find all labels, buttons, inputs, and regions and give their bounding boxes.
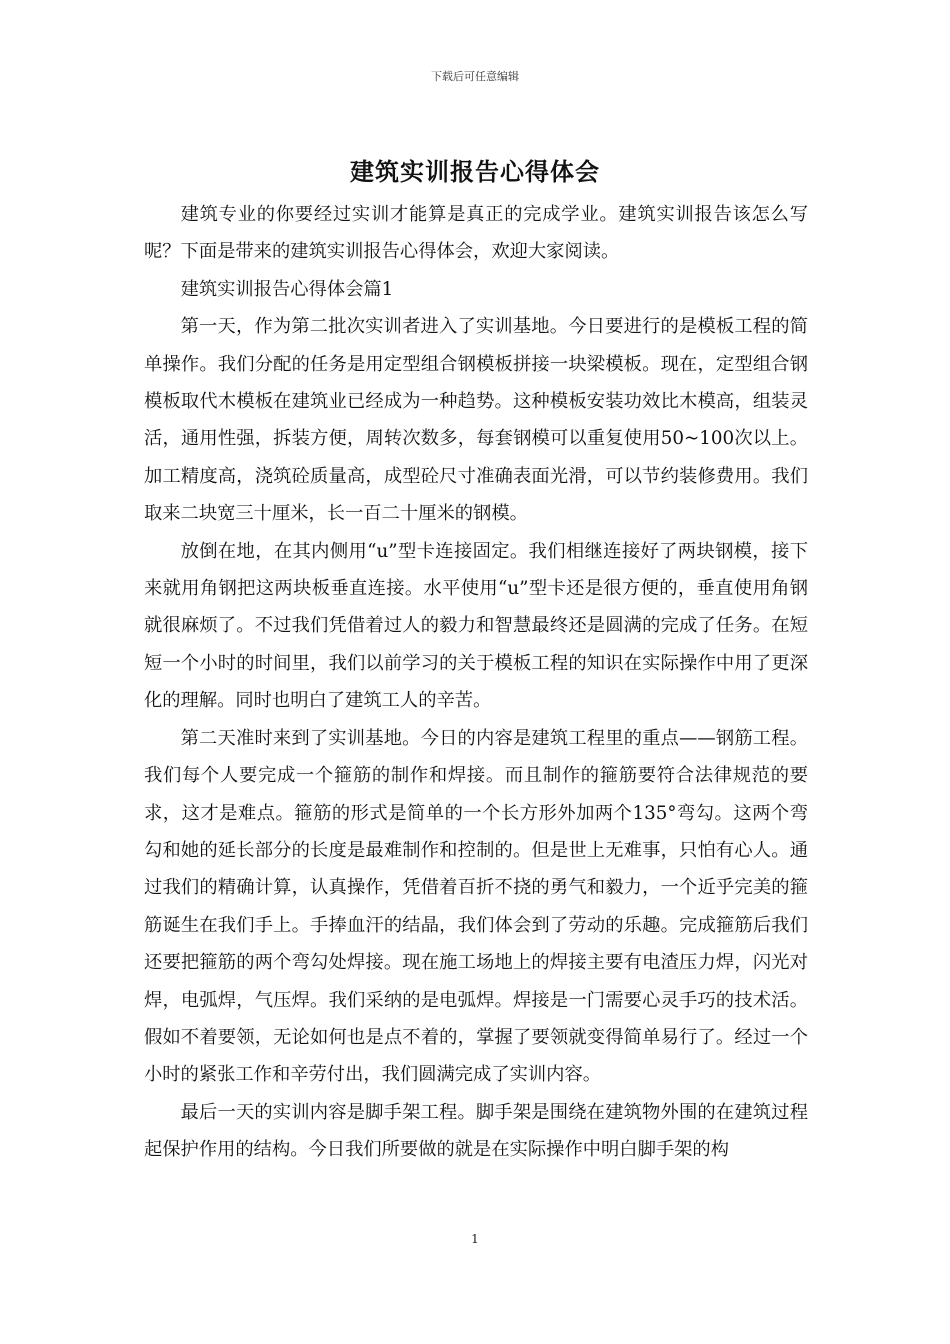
document-body: [144, 196, 808, 1169]
paragraph-day-two: 第二天准时来到了实训基地。今日的内容是建筑工程里的重点——钢筋工程。我们每个人要完成一个箍筋的制作和焊接。而且制作的箍筋要符合法律规范的要求，这才是难点。箍筋的形式是简单的一个长方形外加两个135°弯勾。这两个弯勾和她的延长部分的长度是最难制作和控制的。但是世上无难事，只怕有心人。通过我们的精确计算，认真操作，凭借着百折不挠的勇气和毅力，一个近乎完美的箍筋诞生在我们手上。手捧血汗的结晶，我们体会到了劳动的乐趣。完成箍筋后我们还要把箍筋的两个弯勾处焊接。现在施工场地上的焊接主要有电渣压力焊，闪光对焊，电弧焊，气压焊。我们采纳的是电弧焊。焊接是一门需要心灵手巧的技术活。假如不着要领，无论如何也是点不着的，掌握了要领就变得简单易行了。经过一个小时的紧张工作和辛劳付出，我们圆满完成了实训内容。: [144, 727, 808, 1086]
page-header-note: 下载后可任意编辑: [431, 70, 519, 83]
paragraph-day-one: 第一天，作为第二批次实训者进入了实训基地。今日要进行的是模板工程的简单操作。我们分配的任务是用定型组合钢模板拼接一块梁模板。现在，定型组合钢模板取代木模板在建筑业已经成为一种趋势。这种模板安装功效比木模高，组装灵活，通用性强，拆装方便，周转次数多，每套钢模可以重复使用50~100次以上。加工精度高，浇筑砼质量高，成型砼尺寸准确表面光滑，可以节约装修费用。我们取来二块宽三十厘米，长一百二十厘米的钢模。: [144, 316, 808, 525]
paragraph-intro: 建筑专业的你要经过实训才能算是真正的完成学业。建筑实训报告该怎么写呢？下面是带来的建筑实训报告心得体会，欢迎大家阅读。: [144, 204, 808, 263]
document-title: 建筑实训报告心得体会: [350, 157, 600, 186]
section-heading: 建筑实训报告心得体会篇1: [180, 278, 394, 300]
page-number: 1: [471, 1232, 479, 1246]
paragraph-last-day: 最后一天的实训内容是脚手架工程。脚手架是围绕在建筑物外围的在建筑过程起保护作用的结构。今日我们所要做的就是在实际操作中明白脚手架的构: [144, 1101, 808, 1161]
paragraph-formwork: 放倒在地，在其内侧用“u”型卡连接固定。我们相继连接好了两块钢模，接下来就用角钢把这两块板垂直连接。水平使用“u”型卡还是很方便的，垂直使用角钢就很麻烦了。不过我们凭借着过人的毅力和智慧最终还是圆满的完成了任务。在短短一个小时的时间里，我们以前学习的关于模板工程的知识在实际操作中用了更深化的理解。同时也明白了建筑工人的辛苦。: [144, 540, 808, 712]
